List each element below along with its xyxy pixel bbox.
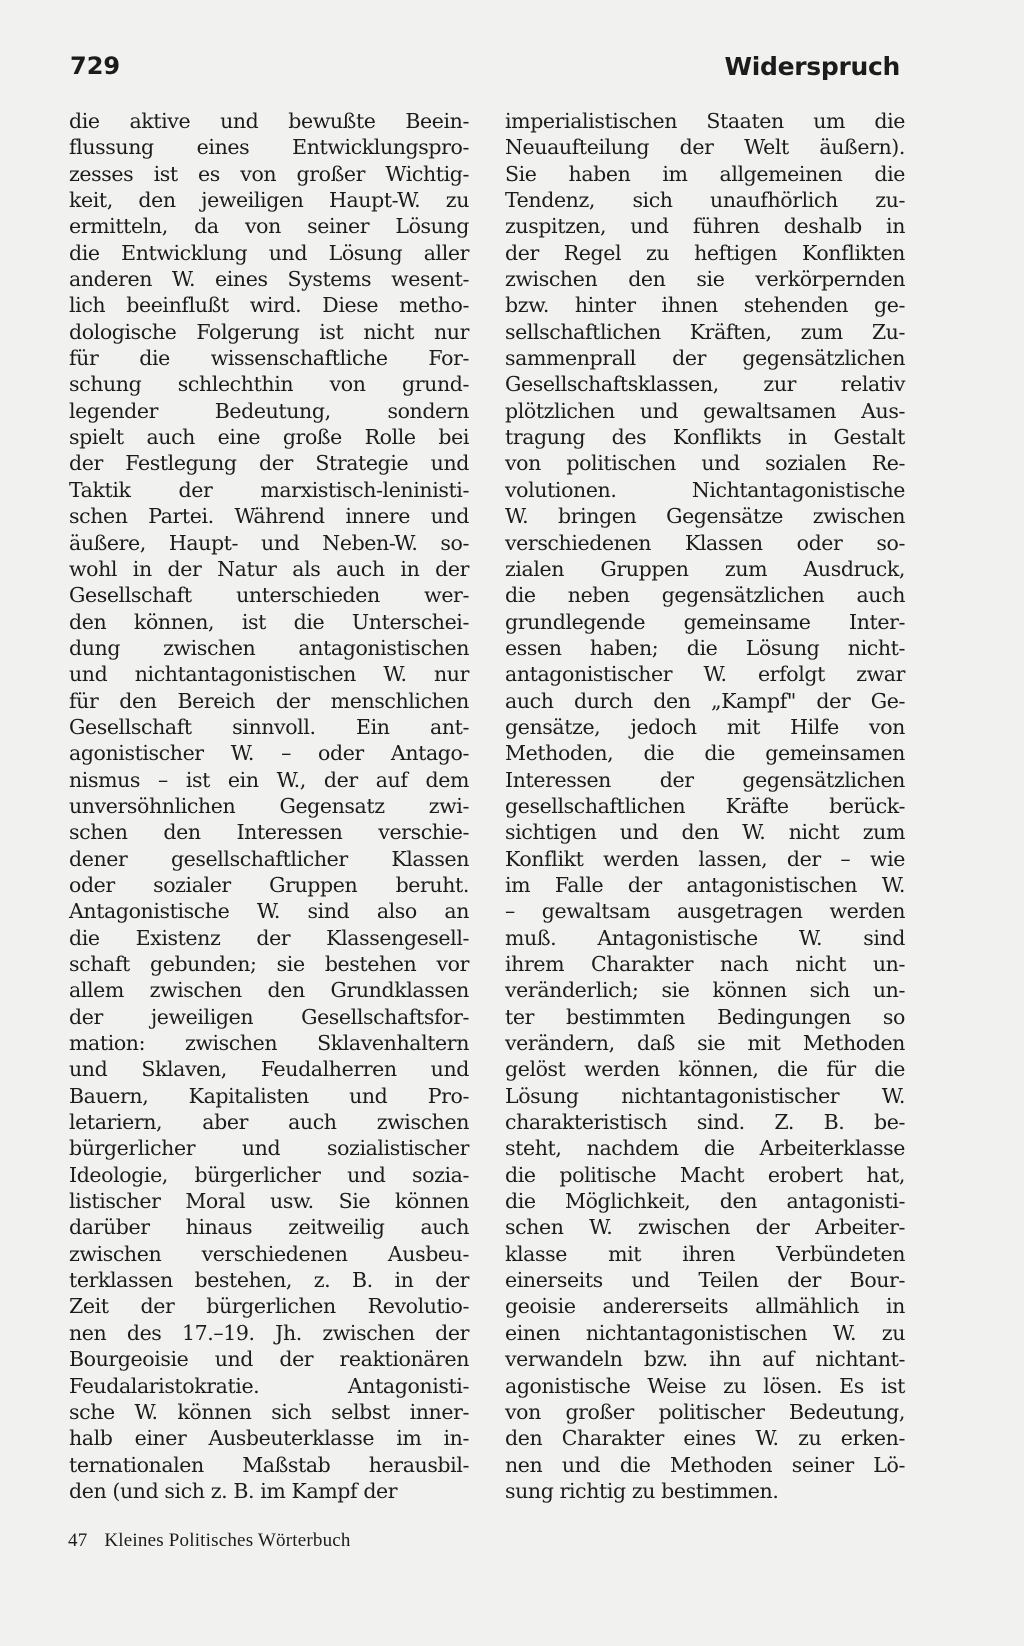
text-line: nen und die Methoden seiner Lö- — [505, 1452, 905, 1477]
text-line: essen haben; die Lösung nicht- — [505, 635, 905, 660]
text-line: gensätze, jedoch mit Hilfe von — [505, 714, 905, 739]
text-line: halb einer Ausbeuterklasse im in- — [69, 1426, 469, 1451]
text-line: sichtigen und den W. nicht zum — [505, 820, 905, 845]
page-footer — [68, 1530, 351, 1552]
text-line: sung richtig zu bestimmen. — [505, 1478, 779, 1503]
text-line: der jeweiligen Gesellschaftsfor- — [69, 1004, 469, 1029]
text-line: Bourgeoisie und der reaktionären — [69, 1347, 469, 1372]
text-line: schung schlechthin von grund- — [69, 372, 469, 397]
text-line: nen des 17.–19. Jh. zwischen der — [69, 1320, 469, 1345]
text-line: schen den Interessen verschie- — [69, 820, 469, 845]
text-line: agonistische Weise zu lösen. Es ist — [505, 1373, 905, 1398]
text-line: Gesellschaft sinnvoll. Ein ant- — [69, 714, 469, 739]
text-line: schaft gebunden; sie bestehen vor — [69, 952, 469, 976]
page-number: 729 — [70, 52, 121, 80]
text-line: Gesellschaftsklassen, zur relativ — [505, 372, 905, 397]
text-line: wohl in der Natur als auch in der — [69, 556, 469, 581]
text-line: Konflikt werden lassen, der – wie — [505, 846, 905, 871]
text-line: dener gesellschaftlicher Klassen — [69, 846, 469, 871]
text-line: zesses ist es von großer Wichtig- — [69, 161, 469, 186]
text-line: dung zwischen antagonistischen — [69, 635, 469, 660]
text-line: agonistischer W. – oder Antago- — [69, 741, 469, 766]
text-line: die Möglichkeit, den antagonisti- — [505, 1189, 905, 1214]
text-line: einerseits und Teilen der Bour- — [505, 1268, 905, 1293]
text-line: legender Bedeutung, sondern — [69, 398, 469, 423]
text-line: Neuaufteilung der Welt äußern). — [505, 135, 905, 160]
text-line: gelöst werden können, die für die — [505, 1057, 905, 1082]
text-line: darüber hinaus zeitweilig auch — [69, 1215, 469, 1240]
text-line: zuspitzen, und führen deshalb in — [505, 214, 905, 239]
text-line: bürgerlicher und sozialistischer — [69, 1136, 469, 1161]
text-line: sellschaftlichen Kräften, zum Zu- — [505, 319, 905, 344]
text-line: zwischen verschiedenen Ausbeu- — [69, 1241, 469, 1266]
text-line: gesellschaftlichen Kräfte berück- — [505, 793, 905, 818]
text-line: oder sozialer Gruppen beruht. — [69, 872, 469, 897]
text-line: Interessen der gegensätzlichen — [505, 767, 905, 792]
text-line: sche W. können sich selbst inner- — [69, 1399, 469, 1424]
right-text-column — [505, 108, 905, 1504]
text-line: die Entwicklung und Lösung aller — [69, 240, 469, 265]
text-line: verwandeln bzw. ihn auf nichtant- — [505, 1347, 905, 1372]
text-line: ternationalen Maßstab herausbil- — [69, 1452, 469, 1477]
book-title: Kleines Politisches Wörterbuch — [104, 1530, 351, 1551]
text-line: allem zwischen den Grundklassen — [69, 978, 469, 1003]
text-line: nismus – ist ein W., der auf dem — [69, 767, 469, 792]
text-line: den können, ist die Unterschei- — [69, 609, 469, 634]
text-line: im Falle der antagonistischen W. — [505, 872, 905, 897]
text-line: äußere, Haupt- und Neben-W. so- — [69, 530, 469, 555]
text-line: sammenprall der gegensätzlichen — [505, 346, 905, 371]
text-line: volutionen. Nichtantagonistische — [505, 477, 905, 502]
text-line: ihrem Charakter nach nicht un- — [505, 952, 905, 976]
text-line: und Sklaven, Feudalherren und — [69, 1057, 469, 1082]
text-line: den (und sich z. B. im Kampf der — [69, 1478, 398, 1503]
text-line: Zeit der bürgerlichen Revolutio- — [69, 1294, 469, 1319]
text-line: die neben gegensätzlichen auch — [505, 583, 905, 608]
sheet-signature: 47 — [68, 1530, 88, 1551]
text-line: zialen Gruppen zum Ausdruck, — [505, 556, 905, 581]
text-line: zwischen den sie verkörpernden — [505, 267, 905, 292]
text-line: charakteristisch sind. Z. B. be- — [505, 1110, 905, 1135]
text-line: Sie haben im allgemeinen die — [505, 161, 905, 186]
text-line: von politischen und sozialen Re- — [505, 451, 905, 476]
text-line: bzw. hinter ihnen stehenden ge- — [505, 293, 905, 318]
text-line: klasse mit ihren Verbündeten — [505, 1241, 905, 1266]
text-line: für die wissenschaftliche For- — [69, 346, 469, 371]
text-line: einen nichtantagonistischen W. zu — [505, 1320, 905, 1345]
text-line: antagonistischer W. erfolgt zwar — [505, 662, 905, 687]
text-line: Gesellschaft unterschieden wer- — [69, 583, 469, 608]
running-head: Widerspruch — [724, 52, 900, 81]
text-line: die aktive und bewußte Beein- — [69, 109, 469, 133]
text-line: schen Partei. Während innere und — [69, 504, 469, 529]
text-line: flussung eines Entwicklungspro- — [69, 135, 469, 160]
text-line: den Charakter eines W. zu erken- — [505, 1426, 905, 1451]
text-line: tragung des Konflikts in Gestalt — [505, 425, 905, 450]
text-line: verändern, daß sie mit Methoden — [505, 1031, 905, 1056]
text-line: von großer politischer Bedeutung, — [505, 1399, 905, 1424]
text-line: Bauern, Kapitalisten und Pro- — [69, 1083, 469, 1108]
text-line: mation: zwischen Sklavenhaltern — [69, 1031, 469, 1056]
text-line: schen W. zwischen der Arbeiter- — [505, 1215, 905, 1240]
text-line: dologische Folgerung ist nicht nur — [69, 319, 469, 344]
text-line: Ideologie, bürgerlicher und sozia- — [69, 1162, 469, 1187]
text-line: muß. Antagonistische W. sind — [505, 925, 905, 950]
text-line: ter bestimmten Bedingungen so — [505, 1004, 905, 1029]
text-line: veränderlich; sie können sich un- — [505, 978, 905, 1003]
text-line: letariern, aber auch zwischen — [69, 1110, 469, 1135]
text-line: Feudalaristokratie. Antagonisti- — [69, 1373, 469, 1398]
text-line: keit, den jeweiligen Haupt-W. zu — [69, 188, 469, 213]
text-line: Tendenz, sich unaufhörlich zu- — [505, 188, 905, 213]
text-line: – gewaltsam ausgetragen werden — [505, 899, 905, 924]
text-line: die politische Macht erobert hat, — [505, 1162, 905, 1187]
text-line: W. bringen Gegensätze zwischen — [505, 504, 905, 529]
text-line: Lösung nichtantagonistischer W. — [505, 1083, 905, 1108]
text-line: und nichtantagonistischen W. nur — [69, 662, 469, 687]
text-line: anderen W. eines Systems wesent- — [69, 267, 469, 292]
text-line: Methoden, die die gemeinsamen — [505, 741, 905, 766]
text-line: für den Bereich der menschlichen — [69, 688, 469, 713]
text-line: der Regel zu heftigen Konflikten — [505, 240, 905, 265]
text-line: ermitteln, da von seiner Lösung — [69, 214, 469, 239]
text-line: spielt auch eine große Rolle bei — [69, 425, 469, 450]
text-line: die Existenz der Klassengesell- — [69, 925, 469, 950]
text-line: verschiedenen Klassen oder so- — [505, 530, 905, 555]
text-line: Taktik der marxistisch-leninisti- — [69, 477, 469, 502]
text-line: terklassen bestehen, z. B. in der — [69, 1268, 469, 1293]
text-line: listischer Moral usw. Sie können — [69, 1189, 469, 1214]
text-line: Antagonistische W. sind also an — [69, 899, 469, 924]
text-line: auch durch den „Kampf" der Ge- — [505, 688, 905, 713]
text-line: geoisie andererseits allmählich in — [505, 1294, 905, 1319]
text-line: grundlegende gemeinsame Inter- — [505, 609, 905, 634]
text-line: lich beeinflußt wird. Diese metho- — [69, 293, 469, 318]
text-line: steht, nachdem die Arbeiterklasse — [505, 1136, 905, 1161]
text-line: imperialistischen Staaten um die — [505, 109, 905, 133]
text-line: der Festlegung der Strategie und — [69, 451, 469, 476]
text-line: unversöhnlichen Gegensatz zwi- — [69, 793, 469, 818]
left-text-column — [69, 108, 469, 1504]
text-line: plötzlichen und gewaltsamen Aus- — [505, 398, 905, 423]
